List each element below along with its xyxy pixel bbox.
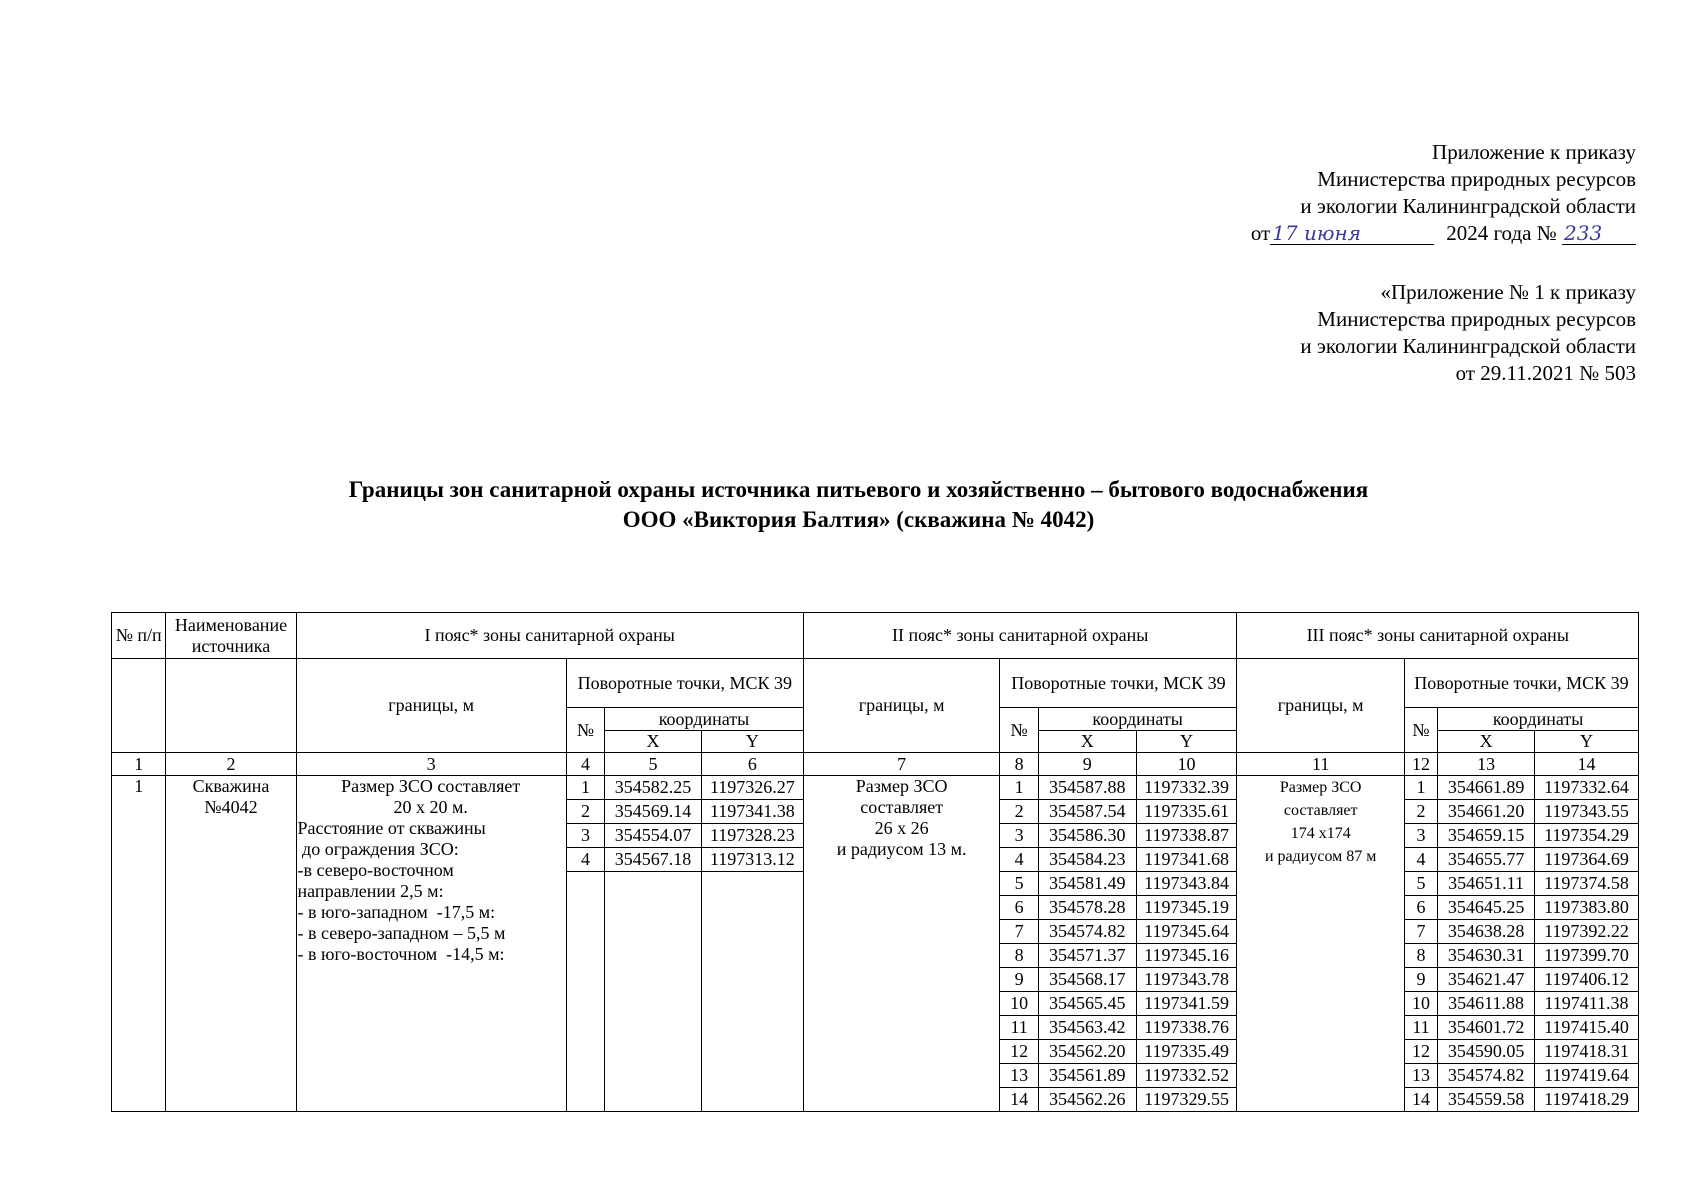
header-num: № п/п xyxy=(112,613,166,659)
column-number: 13 xyxy=(1438,753,1535,776)
appendix-line-3: и экологии Калининградской области xyxy=(1300,194,1636,218)
column-number: 14 xyxy=(1534,753,1638,776)
belt2-point-no: 1 xyxy=(1000,776,1038,800)
original-appendix-line-4: от 29.11.2021 № 503 xyxy=(1455,361,1636,385)
belt2-point-no: 10 xyxy=(1000,992,1038,1016)
belt1-point-y: 1197326.27 xyxy=(701,776,803,800)
header-belt3-points: Поворотные точки, МСК 39 xyxy=(1404,659,1638,708)
belt2-point-y: 1197335.61 xyxy=(1136,800,1237,824)
belt1-desc-line: 20 х 20 м. xyxy=(393,797,468,817)
header-belt2-points: Поворотные точки, МСК 39 xyxy=(1000,659,1237,708)
header-belt-3: III пояс* зоны санитарной охраны xyxy=(1237,613,1639,659)
belt2-desc-line: Размер ЗСО xyxy=(855,776,948,796)
belt3-point-x: 354645.25 xyxy=(1438,896,1535,920)
header-belt-2: II пояс* зоны санитарной охраны xyxy=(803,613,1237,659)
header-belt3-bounds: границы, м xyxy=(1237,659,1404,753)
belt1-point-no: 3 xyxy=(566,824,604,848)
belt3-point-no: 7 xyxy=(1404,920,1437,944)
header-belt1-y: Y xyxy=(701,731,803,753)
belt1-desc-line: - в северо-западном – 5,5 м xyxy=(297,923,506,943)
header-source-name: Наименование источника xyxy=(166,613,296,659)
belt3-point-x: 354661.20 xyxy=(1438,800,1535,824)
belt1-desc-line: до ограждения ЗСО: xyxy=(297,839,459,859)
belt1-desc-line: - в юго-западном -17,5 м: xyxy=(297,902,496,922)
belt3-point-y: 1197354.29 xyxy=(1534,824,1638,848)
belt2-point-y: 1197341.59 xyxy=(1136,992,1237,1016)
column-number: 4 xyxy=(566,753,604,776)
header-belt3-coords: координаты xyxy=(1438,708,1639,731)
belt3-point-y: 1197418.31 xyxy=(1534,1040,1638,1064)
belt3-point-y: 1197406.12 xyxy=(1534,968,1638,992)
belt2-point-y: 1197338.87 xyxy=(1136,824,1237,848)
belt3-desc-line: составляет xyxy=(1283,802,1358,819)
belt2-point-no: 6 xyxy=(1000,896,1038,920)
belt2-desc-line: составляет xyxy=(860,797,944,817)
original-appendix-line-1: «Приложение № 1 к приказу xyxy=(1380,280,1636,304)
original-appendix-header xyxy=(1300,279,1636,387)
belt2-point-x: 354561.89 xyxy=(1038,1064,1136,1088)
belt2-point-no: 14 xyxy=(1000,1088,1038,1112)
belt3-desc-line: и радиусом 87 м xyxy=(1264,848,1377,865)
header-belt2-bounds: границы, м xyxy=(803,659,1000,753)
date-prefix: от xyxy=(1250,221,1271,245)
belt3-point-no: 3 xyxy=(1404,824,1437,848)
belt3-desc-line: Размер ЗСО xyxy=(1279,779,1362,796)
table-row xyxy=(112,776,1639,800)
belt2-point-y: 1197343.84 xyxy=(1136,872,1237,896)
belt1-point-x-empty xyxy=(605,872,702,1112)
belt3-point-x: 354655.77 xyxy=(1438,848,1535,872)
header-belt3-no: № xyxy=(1404,708,1437,753)
header-row-2 xyxy=(112,659,1639,708)
belt2-point-x: 354574.82 xyxy=(1038,920,1136,944)
belt3-point-y: 1197411.38 xyxy=(1534,992,1638,1016)
belt2-point-x: 354584.23 xyxy=(1038,848,1136,872)
belt1-point-x: 354569.14 xyxy=(605,800,702,824)
document-title-line-1: Границы зон санитарной охраны источника питьевого и хозяйственно – бытового водоснабжения xyxy=(348,477,1369,502)
belt3-point-x: 354559.58 xyxy=(1438,1088,1535,1112)
sanitary-zone-table xyxy=(111,612,1639,1112)
belt2-point-x: 354565.45 xyxy=(1038,992,1136,1016)
header-belt3-x: X xyxy=(1438,731,1535,753)
belt1-point-no: 2 xyxy=(566,800,604,824)
belt3-point-y: 1197364.69 xyxy=(1534,848,1638,872)
belt2-point-y: 1197329.55 xyxy=(1136,1088,1237,1112)
belt2-desc-line: и радиусом 13 м. xyxy=(836,839,967,859)
appendix-line-1: Приложение к приказу xyxy=(1432,140,1636,164)
column-number: 9 xyxy=(1038,753,1136,776)
belt3-point-y: 1197399.70 xyxy=(1534,944,1638,968)
belt1-desc-line: направлении 2,5 м: xyxy=(297,881,444,901)
header-belt2-x: X xyxy=(1038,731,1136,753)
belt2-point-y: 1197332.52 xyxy=(1136,1064,1237,1088)
belt3-description xyxy=(1237,776,1404,1112)
belt2-point-y: 1197341.68 xyxy=(1136,848,1237,872)
appendix-header xyxy=(1251,139,1636,247)
belt1-desc-line: - в юго-восточном -14,5 м: xyxy=(297,944,505,964)
belt3-point-y: 1197392.22 xyxy=(1534,920,1638,944)
header-belt1-no: № xyxy=(566,708,604,753)
column-number: 10 xyxy=(1136,753,1237,776)
appendix-line-2: Министерства природных ресурсов xyxy=(1317,167,1636,191)
belt1-description xyxy=(296,776,566,1112)
belt1-point-y: 1197313.12 xyxy=(701,848,803,872)
row-num: 1 xyxy=(112,776,166,1112)
belt1-point-no: 1 xyxy=(566,776,604,800)
belt2-point-x: 354562.26 xyxy=(1038,1088,1136,1112)
column-number: 5 xyxy=(605,753,702,776)
belt2-desc-line: 26 х 26 xyxy=(874,818,929,838)
belt2-point-y: 1197338.76 xyxy=(1136,1016,1237,1040)
belt2-point-x: 354581.49 xyxy=(1038,872,1136,896)
belt3-point-y: 1197418.29 xyxy=(1534,1088,1638,1112)
belt2-point-x: 354563.42 xyxy=(1038,1016,1136,1040)
belt3-point-x: 354601.72 xyxy=(1438,1016,1535,1040)
belt3-point-no: 10 xyxy=(1404,992,1437,1016)
belt2-point-y: 1197345.64 xyxy=(1136,920,1237,944)
column-number: 6 xyxy=(701,753,803,776)
belt3-point-y: 1197343.55 xyxy=(1534,800,1638,824)
column-number: 7 xyxy=(803,753,1000,776)
belt2-point-no: 2 xyxy=(1000,800,1038,824)
belt3-point-y: 1197332.64 xyxy=(1534,776,1638,800)
original-appendix-line-3: и экологии Калининградской области xyxy=(1300,334,1636,358)
header-belt1-bounds: границы, м xyxy=(296,659,566,753)
belt3-point-x: 354630.31 xyxy=(1438,944,1535,968)
belt2-point-no: 5 xyxy=(1000,872,1038,896)
belt2-description xyxy=(803,776,1000,1112)
belt1-point-y-empty xyxy=(701,872,803,1112)
document-title-line-2: ООО «Виктория Балтия» (скважина № 4042) xyxy=(622,507,1095,532)
belt3-point-no: 1 xyxy=(1404,776,1437,800)
belt3-point-x: 354651.11 xyxy=(1438,872,1535,896)
belt2-point-y: 1197335.49 xyxy=(1136,1040,1237,1064)
header-belt3-y: Y xyxy=(1534,731,1638,753)
belt2-point-no: 13 xyxy=(1000,1064,1038,1088)
belt2-point-x: 354578.28 xyxy=(1038,896,1136,920)
header-belt2-no: № xyxy=(1000,708,1038,753)
belt2-point-x: 354587.54 xyxy=(1038,800,1136,824)
belt3-point-x: 354611.88 xyxy=(1438,992,1535,1016)
belt3-point-y: 1197419.64 xyxy=(1534,1064,1638,1088)
belt3-point-y: 1197415.40 xyxy=(1534,1016,1638,1040)
column-number: 8 xyxy=(1000,753,1038,776)
belt3-point-x: 354621.47 xyxy=(1438,968,1535,992)
date-year: 2024 года № xyxy=(1446,221,1557,245)
appendix-date-line xyxy=(1251,220,1636,247)
column-number: 1 xyxy=(112,753,166,776)
belt1-point-no-empty xyxy=(566,872,604,1112)
belt1-point-no: 4 xyxy=(566,848,604,872)
column-number: 11 xyxy=(1237,753,1404,776)
belt2-point-x: 354562.20 xyxy=(1038,1040,1136,1064)
header-name-blank xyxy=(166,659,296,753)
belt2-point-y: 1197345.16 xyxy=(1136,944,1237,968)
belt2-point-x: 354587.88 xyxy=(1038,776,1136,800)
belt3-point-no: 14 xyxy=(1404,1088,1437,1112)
belt3-point-x: 354661.89 xyxy=(1438,776,1535,800)
belt3-point-no: 4 xyxy=(1404,848,1437,872)
belt2-point-x: 354571.37 xyxy=(1038,944,1136,968)
header-row-1 xyxy=(112,613,1639,659)
belt3-point-no: 9 xyxy=(1404,968,1437,992)
belt1-point-y: 1197328.23 xyxy=(701,824,803,848)
belt2-point-no: 9 xyxy=(1000,968,1038,992)
header-num-blank xyxy=(112,659,166,753)
column-number-row xyxy=(112,753,1639,776)
header-belt1-coords: координаты xyxy=(605,708,804,731)
belt2-point-no: 4 xyxy=(1000,848,1038,872)
handwritten-date: 17 июня xyxy=(1270,222,1434,245)
source-name: Скважина №4042 xyxy=(166,776,296,1112)
belt1-point-x: 354567.18 xyxy=(605,848,702,872)
belt2-point-no: 3 xyxy=(1000,824,1038,848)
belt3-point-no: 5 xyxy=(1404,872,1437,896)
belt3-point-no: 2 xyxy=(1404,800,1437,824)
belt2-point-no: 7 xyxy=(1000,920,1038,944)
belt2-point-no: 11 xyxy=(1000,1016,1038,1040)
column-number: 2 xyxy=(166,753,296,776)
belt2-point-no: 12 xyxy=(1000,1040,1038,1064)
belt3-point-x: 354590.05 xyxy=(1438,1040,1535,1064)
belt3-desc-line: 174 х174 xyxy=(1290,825,1351,842)
belt2-point-y: 1197343.78 xyxy=(1136,968,1237,992)
belt3-point-x: 354659.15 xyxy=(1438,824,1535,848)
belt1-point-x: 354554.07 xyxy=(605,824,702,848)
belt1-point-x: 354582.25 xyxy=(605,776,702,800)
belt2-point-x: 354586.30 xyxy=(1038,824,1136,848)
belt3-point-no: 13 xyxy=(1404,1064,1437,1088)
belt1-desc-line: Размер ЗСО составляет xyxy=(341,776,521,796)
belt2-point-y: 1197332.39 xyxy=(1136,776,1237,800)
header-belt2-y: Y xyxy=(1136,731,1237,753)
belt3-point-y: 1197374.58 xyxy=(1534,872,1638,896)
belt1-desc-line: -в северо-восточном xyxy=(297,860,454,880)
header-belt1-points: Поворотные точки, МСК 39 xyxy=(566,659,803,708)
original-appendix-line-2: Министерства природных ресурсов xyxy=(1317,307,1636,331)
header-belt2-coords: координаты xyxy=(1038,708,1237,731)
belt3-point-x: 354638.28 xyxy=(1438,920,1535,944)
belt3-point-no: 8 xyxy=(1404,944,1437,968)
belt2-point-no: 8 xyxy=(1000,944,1038,968)
belt2-point-y: 1197345.19 xyxy=(1136,896,1237,920)
header-belt1-x: X xyxy=(605,731,702,753)
belt1-point-y: 1197341.38 xyxy=(701,800,803,824)
handwritten-order-number: 233 xyxy=(1562,222,1636,245)
belt3-point-x: 354574.82 xyxy=(1438,1064,1535,1088)
belt1-desc-line: Расстояние от скважины xyxy=(297,818,486,838)
belt2-point-x: 354568.17 xyxy=(1038,968,1136,992)
header-belt-1: I пояс* зоны санитарной охраны xyxy=(296,613,803,659)
belt3-point-no: 6 xyxy=(1404,896,1437,920)
belt3-point-no: 12 xyxy=(1404,1040,1437,1064)
belt3-point-no: 11 xyxy=(1404,1016,1437,1040)
column-number: 3 xyxy=(296,753,566,776)
belt3-point-y: 1197383.80 xyxy=(1534,896,1638,920)
column-number: 12 xyxy=(1404,753,1437,776)
